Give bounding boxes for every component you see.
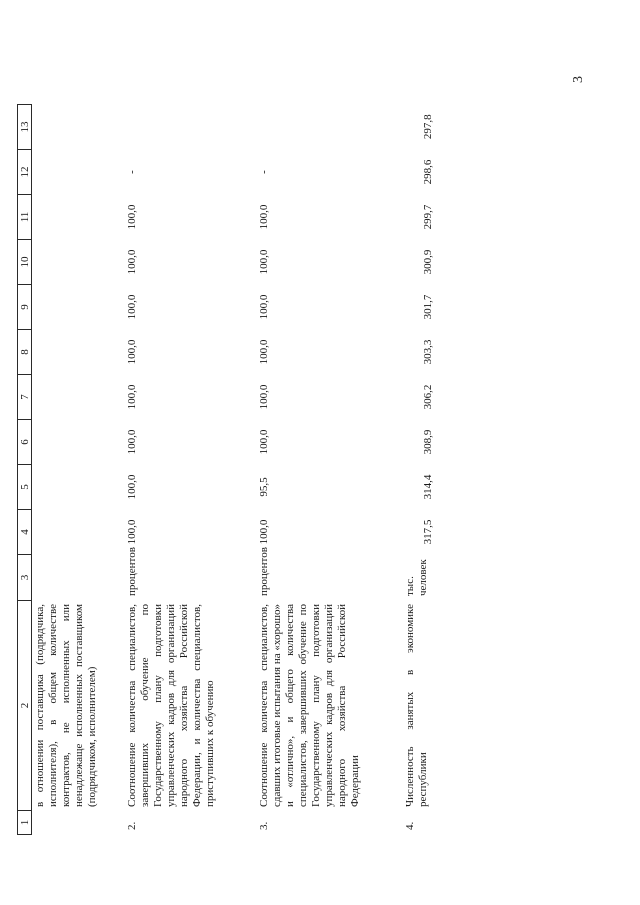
value-cell: 301,7 [422,294,434,320]
column-header: 12 [18,150,32,195]
column-header: 3 [18,555,32,601]
row-number: 2. [126,821,138,830]
value-cell: 298,6 [422,159,434,185]
value-cell: 306,2 [422,384,434,410]
value-cell: 100,0 [126,384,138,410]
column-header: 8 [18,330,32,375]
value-cell: 317,5 [422,519,434,545]
unit-cell: тыс. человек [404,559,429,596]
page-number: 3 [571,76,586,83]
value-cell: 100,0 [258,204,270,230]
value-cell: 308,9 [422,429,434,455]
value-cell: 100,0 [126,249,138,275]
value-cell: 100,0 [258,339,270,365]
unit-cell: процентов [126,547,138,596]
value-cell [256,105,402,150]
value-cell: 95,5 [258,477,270,497]
table-row [124,105,256,835]
column-header: 1 [18,811,32,835]
value-cell: - [258,170,270,174]
unit-cell: процентов [258,547,270,596]
value-cell: 100,0 [126,339,138,365]
table-header-row [18,105,32,835]
table-row [32,105,125,835]
value-cell: 100,0 [258,294,270,320]
value-cell: 303,3 [422,339,434,365]
table-row [402,105,492,835]
value-cell: 100,0 [126,429,138,455]
value-cell [32,285,125,330]
value-cell: 299,7 [422,204,434,230]
indicator-text: Численность занятых в экономике республики [404,604,429,807]
value-cell: 100,0 [126,294,138,320]
value-cell: 100,0 [258,519,270,545]
value-cell: 100,0 [126,474,138,500]
value-cell: 100,0 [258,249,270,275]
unit-cell [32,555,125,601]
value-cell [32,195,125,240]
value-cell [32,105,125,150]
indicator-text: Соотношение количества специалистов, завершивших обучение по Государственному плану подготовки управленческих кадров для организаций народного хозяйства Российской Федерации, и количества специалистов, приступивших к обучению [126,604,216,807]
value-cell [32,330,125,375]
indicator-text: Соотношение количества специалистов, сдавших итоговые испытания на «хорошо» и «отлично», и общего количества специалистов, завершивших обучение по Государственному плану подготовки управленческих кадров для организаций народного хозяйства Российской Федерации [258,604,361,807]
column-header: 7 [18,375,32,420]
value-cell [32,150,125,195]
value-cell: 100,0 [258,429,270,455]
column-header: 11 [18,195,32,240]
value-cell: 297,8 [422,114,434,140]
value-cell [32,240,125,285]
row-number [32,811,125,835]
value-cell: 300,9 [422,249,434,275]
value-cell: 100,0 [126,204,138,230]
value-cell [124,105,256,150]
column-header: 2 [18,601,32,811]
value-cell: 100,0 [258,384,270,410]
column-header: 4 [18,510,32,555]
table-row [256,105,402,835]
column-header: 6 [18,420,32,465]
row-number: 4. [404,821,416,830]
column-header: 5 [18,465,32,510]
value-cell: 314,4 [422,474,434,500]
value-cell: - [126,170,138,174]
value-cell [32,420,125,465]
value-cell: 100,0 [126,519,138,545]
indicator-table [17,105,530,835]
indicator-text: в отношении поставщика (подрядчика, исполнителя), в общем количестве контрактов, не исполненных или ненадлежаще исполненных поставщиком (подрядчиком, исполнителем) [34,604,98,807]
column-header: 10 [18,240,32,285]
value-cell [32,510,125,555]
table [17,104,492,835]
value-cell [32,375,125,420]
row-number: 3. [258,821,270,830]
value-cell [32,465,125,510]
column-header: 9 [18,285,32,330]
column-header: 13 [18,105,32,150]
